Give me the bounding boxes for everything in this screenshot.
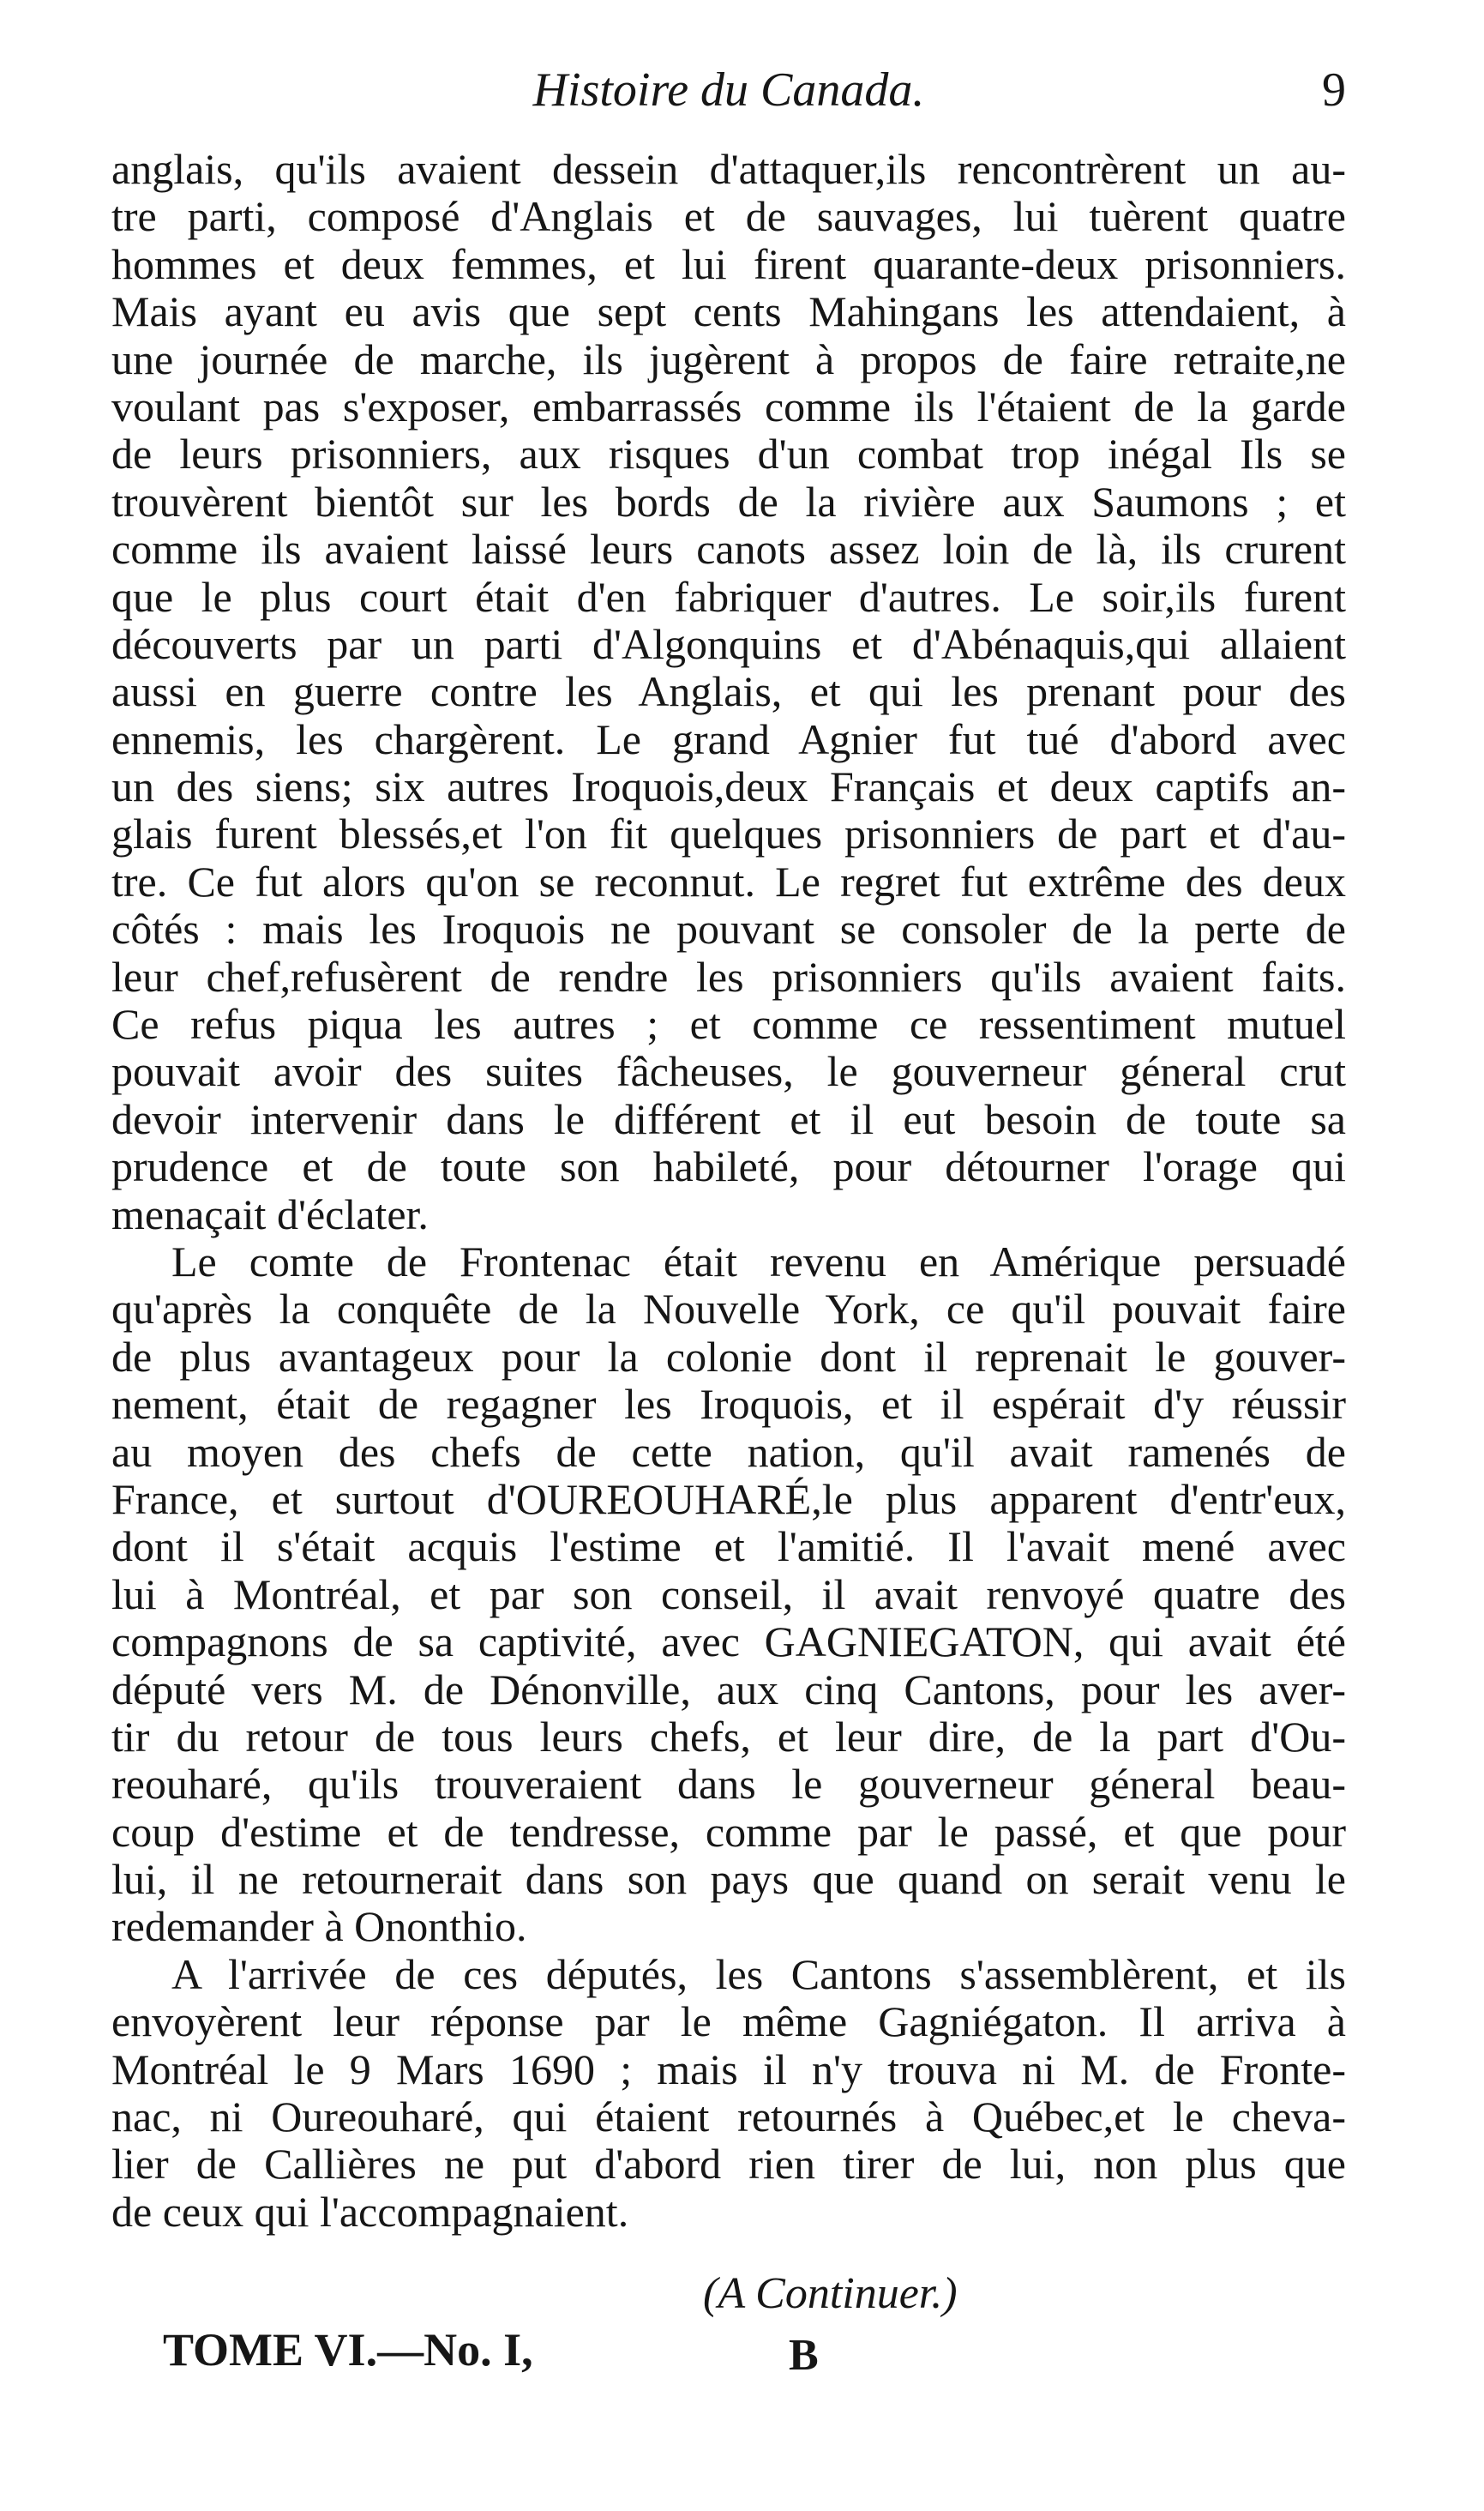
text-line: comme ils avaient laissé leurs canots assez loin de là, ils crurent <box>111 525 1346 574</box>
text-line: de leurs prisonniers, aux risques d'un combat trop inégal Ils se <box>111 430 1346 479</box>
text-line: ennemis, les chargèrent. Le grand Agnier fut tué d'abord avec <box>111 714 1346 763</box>
text-line: un des siens; six autres Iroquois,deux Français et deux captifs an- <box>111 762 1346 811</box>
continuation-note: (A Continuer.) <box>703 2269 958 2318</box>
text-line: reouharé, qu'ils trouveraient dans le gouverneur géneral beau- <box>111 1760 1346 1809</box>
text-line: que le plus court était d'en fabriquer d'autres. Le soir,ils furent <box>111 572 1346 621</box>
text-line: glais furent blessés,et l'on fit quelques prisonniers de part et d'au- <box>111 810 1346 858</box>
page-footer <box>111 2264 1346 2393</box>
text-line: Le comte de Frontenac était revenu en Amérique persuadé <box>171 1237 1346 1286</box>
text-line: lui à Montréal, et par son conseil, il avait renvoyé quatre des <box>111 1569 1346 1618</box>
text-line: anglais, qu'ils avaient dessein d'attaquer,ils rencontrèrent un au- <box>111 145 1346 193</box>
paragraph <box>111 1238 1346 1951</box>
text-line: hommes et deux femmes, et lui firent quarante-deux prisonniers. <box>111 239 1346 288</box>
signature-mark: B <box>789 2331 819 2380</box>
text-line: leur chef,refusèrent de rendre les prisonniers qu'ils avaient faits. <box>111 952 1346 1001</box>
text-line: redemander à Ononthio. <box>111 1902 527 1951</box>
text-line: qu'après la conquête de la Nouvelle York, ce qu'il pouvait faire <box>111 1285 1346 1334</box>
text-line: lui, il ne retournerait dans son pays que quand on serait venu le <box>111 1855 1346 1904</box>
running-title: Histoire du Canada. <box>532 63 925 117</box>
volume-mark: TOME VI.—No. I, <box>163 2324 533 2376</box>
paragraphs <box>111 146 1346 2236</box>
text-line: Ce refus piqua les autres ; et comme ce ressentiment mutuel <box>111 1000 1346 1049</box>
text-line: prudence et de toute son habileté, pour détourner l'orage qui <box>111 1142 1346 1191</box>
text-line: France, et surtout d'OUREOUHARÉ,le plus apparent d'entr'eux, <box>111 1474 1346 1523</box>
running-head <box>111 51 1346 129</box>
page-number: 9 <box>1322 63 1346 117</box>
text-line: tir du retour de tous leurs chefs, et leur dire, de la part d'Ou- <box>111 1712 1346 1761</box>
text-line: A l'arrivée de ces députés, les Cantons s'assemblèrent, et ils <box>171 1949 1346 1998</box>
text-line: une journée de marche, ils jugèrent à propos de faire retraite,ne <box>111 334 1346 383</box>
text-line: dont il s'était acquis l'estime et l'amitié. Il l'avait mené avec <box>111 1522 1346 1571</box>
text-line: Montréal le 9 Mars 1690 ; mais il n'y trouva ni M. de Fronte- <box>111 2044 1346 2093</box>
text-line: nac, ni Oureouharé, qui étaient retournés à Québec,et le cheva- <box>111 2092 1346 2141</box>
paragraph <box>111 1951 1346 2236</box>
text-line: menaçait d'éclater. <box>111 1189 429 1238</box>
text-line: tre parti, composé d'Anglais et de sauvages, lui tuèrent quatre <box>111 192 1346 241</box>
text-line: nement, était de regagner les Iroquois, et il espérait d'y réussir <box>111 1380 1346 1429</box>
text-line: aussi en guerre contre les Anglais, et qui les prenant pour des <box>111 667 1346 716</box>
text-line: député vers M. de Dénonville, aux cinq Cantons, pour les aver- <box>111 1665 1346 1713</box>
text-line: devoir intervenir dans le différent et il eut besoin de toute sa <box>111 1094 1346 1143</box>
text-line: coup d'estime et de tendresse, comme par le passé, et que pour <box>111 1807 1346 1856</box>
text-line: trouvèrent bientôt sur les bords de la rivière aux Saumons ; et <box>111 477 1346 526</box>
text-line: compagnons de sa captivité, avec GAGNIEGATON, qui avait été <box>111 1617 1346 1666</box>
text-line: de plus avantageux pour la colonie dont il reprenait le gouver- <box>111 1332 1346 1381</box>
text-line: de ceux qui l'accompagnaient. <box>111 2187 629 2236</box>
text-line: pouvait avoir des suites fâcheuses, le gouverneur géneral crut <box>111 1047 1346 1096</box>
body-text <box>111 146 1346 2236</box>
paragraph <box>111 146 1346 1238</box>
text-line: au moyen des chefs de cette nation, qu'il avait ramenés de <box>111 1427 1346 1476</box>
text-line: lier de Callières ne put d'abord rien tirer de lui, non plus que <box>111 2140 1346 2189</box>
text-line: découverts par un parti d'Algonquins et d'Abénaquis,qui allaient <box>111 619 1346 668</box>
text-line: côtés : mais les Iroquois ne pouvant se consoler de la perte de <box>111 905 1346 954</box>
text-line: voulant pas s'exposer, embarrassés comme ils l'étaient de la garde <box>111 382 1346 431</box>
text-line: Mais ayant eu avis que sept cents Mahingans les attendaient, à <box>111 287 1346 336</box>
text-line: tre. Ce fut alors qu'on se reconnut. Le regret fut extrême des deux <box>111 857 1346 906</box>
text-line: envoyèrent leur réponse par le même Gagniégaton. Il arriva à <box>111 1997 1346 2046</box>
